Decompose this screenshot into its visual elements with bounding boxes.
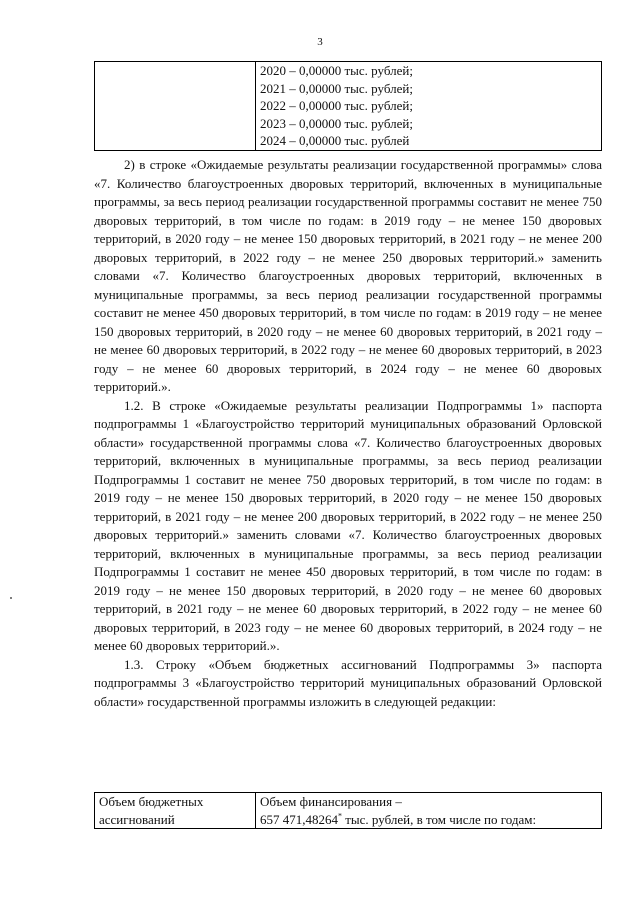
table-row (95, 793, 602, 829)
scan-speck (10, 597, 12, 599)
table-cell-label: Объем бюджетных ассигнований (95, 793, 256, 829)
page-number: 3 (317, 36, 323, 48)
table-cell-empty (95, 62, 256, 151)
paragraph-item-1-3: 1.3. Строку «Объем бюджетных ассигнований Подпрограммы 3» паспорта подпрограммы 3 «Благоустройство территорий муниципальных образований Орловской области» государственной программы изложить в следующей редакции: (94, 656, 602, 709)
funding-table-continued (94, 61, 602, 151)
financing-amount: 657 471,48264 (260, 811, 338, 827)
year-amount-line: 2020 – 0,00000 тыс. рублей; (260, 63, 413, 78)
year-amount-line: 2024 – 0,00000 тыс. рублей (260, 133, 410, 148)
financing-amount-rest: тыс. рублей, в том числе по годам: (342, 811, 537, 827)
year-amount-line: 2022 – 0,00000 тыс. рублей; (260, 98, 413, 113)
table-cell-financing (256, 793, 602, 829)
paragraph-item-1-2: 1.2. В строке «Ожидаемые результаты реализации Подпрограммы 1» паспорта подпрограммы 1 «Благоустройство территорий муниципальных образований Орловской области» государственной программы слова «7. Количество благоустроенных дворовых территорий, включенных в муниципальные программы, за весь период реализации Подпрограммы 1 составит не менее 750 дворовых территорий, в том числе по годам: в 2019 году – не менее 150 дворовых территорий, в 2020 году – не менее 150 дворовых территорий, в 2021 году – не менее 200 дворовых территорий, в 2022 году – не менее 250 дворовых территорий.» заменить словами «7. Количество благоустроенных дворовых территорий, включенных в муниципальные программы, за весь период реализации Подпрограммы 1 составит не менее 450 дворовых территорий, в том числе по годам: в 2019 году – не менее 150 дворовых территорий, в 2020 году – не менее 60 дворовых территорий, в 2021 году – не менее 60 дворовых территорий, в 2022 году – не менее 60 дворовых территорий, в 2023 году – не менее 60 дворовых территорий, в 2024 году – не менее 60 дворовых территорий.». (94, 397, 602, 653)
paragraph-item-2: 2) в строке «Ожидаемые результаты реализации государственной программы» слова «7. Количество благоустроенных дворовых территорий, включенных в муниципальные программы, за весь период реализации государственной программы составит не менее 750 дворовых территорий, в том числе по годам: в 2019 году – не менее 150 дворовых территорий, в 2020 году – не менее 150 дворовых территорий, в 2021 году – не менее 200 дворовых территорий, в 2022 году – не менее 250 дворовых территорий.» заменить словами «7. Количество благоустроенных дворовых территорий, включенных в муниципальные программы, за весь период реализации государственной программы составит не менее 450 дворовых территорий, в том числе по годам: в 2019 году – не менее 150 дворовых территорий, в 2020 году – не менее 60 дворовых территорий, в 2021 году – не менее 60 дворовых территорий, в 2022 году – не менее 60 дворовых территорий, в 2023 году – не менее 60 дворовых территорий, в 2024 году – не менее 60 дворовых территорий.». (94, 157, 602, 394)
table-row (95, 62, 602, 151)
financing-heading: Объем финансирования – (260, 794, 402, 809)
document-body (94, 156, 602, 711)
budget-allocation-table (94, 792, 602, 829)
year-amount-line: 2023 – 0,00000 тыс. рублей; (260, 115, 413, 131)
year-amount-line: 2021 – 0,00000 тыс. рублей; (260, 80, 413, 96)
footnote-mark: * (338, 811, 342, 821)
table-cell-years (256, 62, 602, 151)
financing-amount-line (260, 811, 597, 829)
